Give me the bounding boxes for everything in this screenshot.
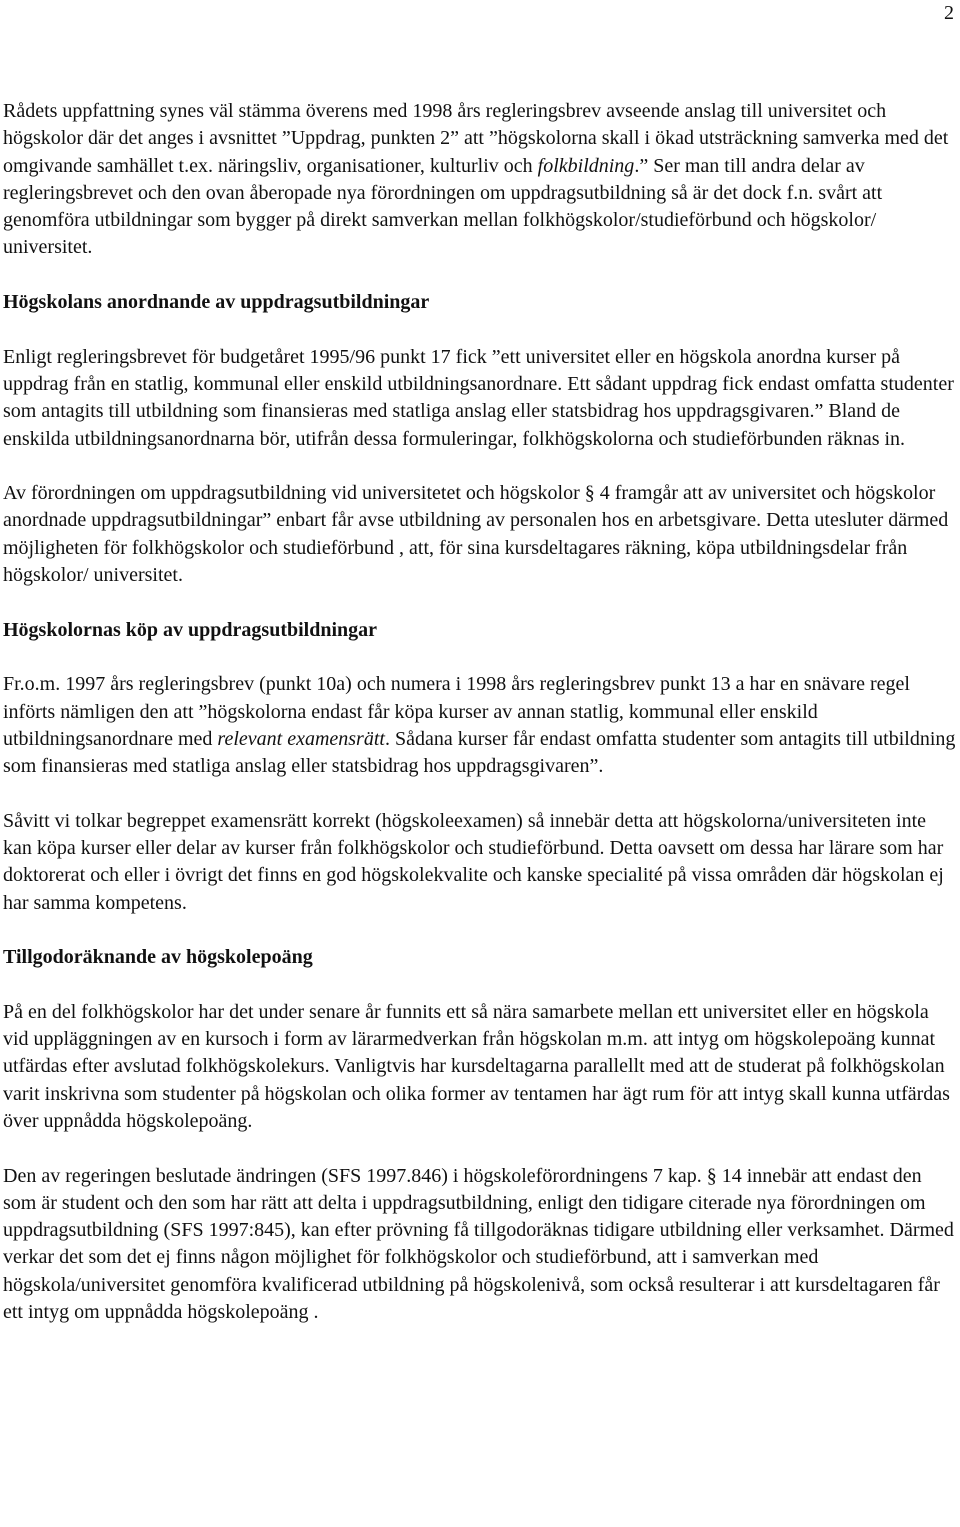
paragraph-regulation-1997 xyxy=(3,671,957,780)
paragraph-text: Rådets uppfattning synes väl stämma överens med 1998 års regleringsbrev avseende anslag till universitet och högskolor där det anges i avsnittet ”Uppdrag, punkten 2” att ”högskolorna skall i ökad utsträckning samverka med det omgivande samhället t.ex. näringsliv, organisationer, kulturliv och xyxy=(3,100,949,177)
heading-university-commissioned-education: Högskolans anordnande av uppdragsutbildningar xyxy=(3,291,430,314)
paragraph-council-opinion xyxy=(3,98,957,262)
paragraph-text: . Sådana kurser får endast omfatta studenter som antagits till utbildning som finansieras med statliga anslag eller statsbidrag hos uppdragsgivaren”. xyxy=(3,727,956,778)
paragraph-text: Fr.o.m. 1997 års regleringsbrev (punkt 10a) och numera i 1998 års regleringsbrev punkt 13 a har en snävare regel införts nämligen den att ”högskolorna endast får köpa kurser av annan statlig, kommunal eller enskild utbildningsanordnare med xyxy=(3,673,910,750)
heading-purchase-of-commissioned-education: Högskolornas köp av uppdragsutbildningar xyxy=(3,618,378,641)
paragraph-budget-year: Enligt regleringsbrevet för budgetåret 1995/96 punkt 17 fick ”ett universitet eller en högskola anordna kurser på uppdrag från en statlig, kommunal eller enskild utbildningsanordnare. Ett sådant uppdrag fick endast omfatta studenter som antagits till utbildning som finansieras med statliga anslag eller statsbidrag hos uppdragsgivaren.” Bland de enskilda utbildningsanordnarna bör, utifrån dessa formuleringar, folkhögskolorna och studieförbunden räknas in. xyxy=(3,345,954,450)
document-body xyxy=(3,98,957,1326)
emphasis-folkbildning: folkbildning xyxy=(537,154,635,177)
paragraph-text: .” Ser man till andra delar av regleringsbrevet och den ovan åberopade nya förordningen om uppdragsutbildning så är det dock f.n. svårt att genomföra utbildningar som bygger på direkt samverkan mellan folkhögskolor/studieförbund och högskolor/ universitet. xyxy=(3,154,883,259)
emphasis-relevant-examensratt: relevant examensrätt xyxy=(217,727,385,750)
heading-credit-transfer: Tillgodoräknande av högskolepoäng xyxy=(3,946,313,969)
paragraph-government-amendment: Den av regeringen beslutade ändringen (SFS 1997.846) i högskoleförordningens 7 kap. § 14 innebär att endast den som är student och den som har rätt att delta i uppdragsutbildning, enligt den tidigare citerade nya förordningen om uppdragsutbildning (SFS 1997:845), kan efter prövning få tillgodoräknas tidigare utbildning eller verksamhet. Därmed verkar det som det ej finns någon möjlighet för folkhögskolor och studieförbund, att i samverkan med högskola/universitet genomföra kvalificerad utbildning på högskolenivå, som också resulterar i att kursdeltagaren får ett intyg om uppnådda högskolepoäng . xyxy=(3,1164,954,1324)
paragraph-ordinance: Av förordningen om uppdragsutbildning vid universitetet och högskolor § 4 framgår att av universitet och högskolor anordnade uppdragsutbildningar” enbart får avse utbildning av personalen hos en arbetsgivare. Detta utesluter därmed möjligheten för folkhögskolor och studieförbund , att, för sina kursdeltagares räkning, köpa utbildningsdelar från högskolor/ universitet. xyxy=(3,482,949,587)
page-number: 2 xyxy=(944,2,954,24)
paragraph-folk-high-school-cooperation: På en del folkhögskolor har det under senare år funnits ett så nära samarbete mellan ett universitet eller en högskola vid uppläggningen av en kursoch i form av lärarmedverkan från högskolan m.m. att intyg om högskolepoäng kunnat utfärdas efter avslutad folkhögskolekurs. Vanligtvis har kursdeltagarna parallellt med att de studerat på folkhögskolan varit inskrivna som studenter på högskolan och olika former av tentamen har ägt rum för att intyg skall kunna utfärdas över uppnådda högskolepoäng. xyxy=(3,1000,950,1132)
paragraph-degree-rights: Såvitt vi tolkar begreppet examensrätt korrekt (högskoleexamen) så innebär detta att högskolorna/universiteten inte kan köpa kurser eller delar av kurser från folkhögskolor och studieförbund. Detta oavsett om dessa har lärare som har doktorerat och eller i övrigt det finns en god högskolekvalite och kanske specialité på vissa områden där högskolan ej har samma kompetens. xyxy=(3,809,944,914)
